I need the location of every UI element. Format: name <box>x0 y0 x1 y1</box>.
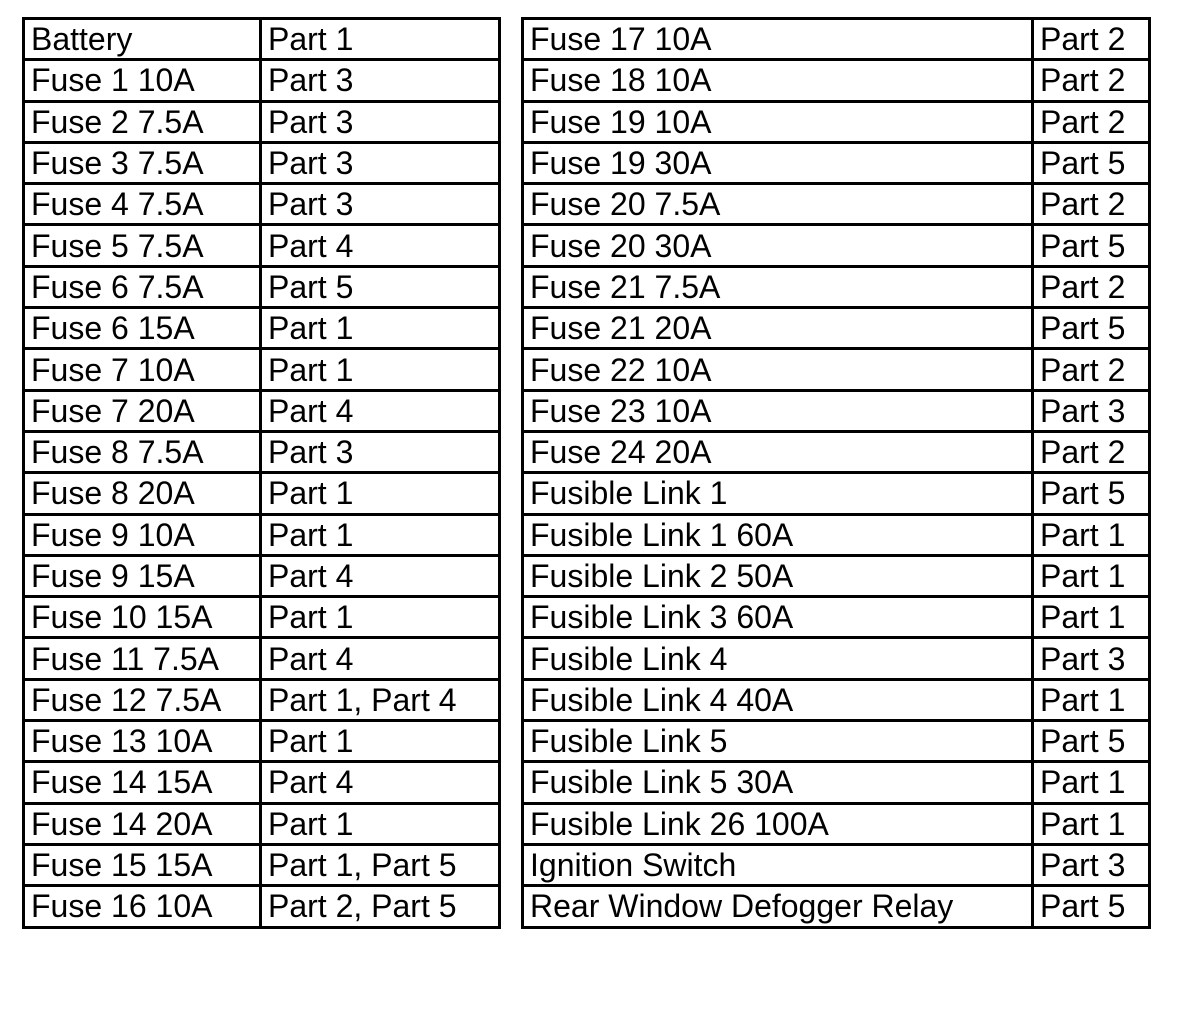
part-reference-cell: Part 3 <box>1033 844 1150 885</box>
table-row <box>523 638 1150 679</box>
left-table-body <box>24 19 500 928</box>
table-row <box>523 266 1150 307</box>
component-cell: Battery <box>24 19 261 60</box>
component-cell: Fuse 14 15A <box>24 762 261 803</box>
component-cell: Fusible Link 3 60A <box>523 597 1033 638</box>
part-reference-cell: Part 1 <box>1033 679 1150 720</box>
component-cell: Fuse 13 10A <box>24 721 261 762</box>
part-reference-cell: Part 3 <box>261 431 500 472</box>
part-reference-cell: Part 1 <box>261 473 500 514</box>
component-cell: Fuse 20 30A <box>523 225 1033 266</box>
component-cell: Fuse 9 15A <box>24 555 261 596</box>
table-row <box>523 679 1150 720</box>
table-row <box>523 225 1150 266</box>
component-cell: Fusible Link 1 <box>523 473 1033 514</box>
component-cell: Fuse 10 15A <box>24 597 261 638</box>
part-reference-cell: Part 5 <box>1033 308 1150 349</box>
table-row <box>523 473 1150 514</box>
component-cell: Fuse 7 20A <box>24 390 261 431</box>
component-cell: Fuse 8 20A <box>24 473 261 514</box>
component-cell: Fuse 4 7.5A <box>24 184 261 225</box>
part-reference-cell: Part 1 <box>1033 762 1150 803</box>
table-row <box>523 390 1150 431</box>
component-cell: Fusible Link 4 <box>523 638 1033 679</box>
part-reference-cell: Part 1 <box>261 597 500 638</box>
component-index-table-right <box>521 17 1151 929</box>
part-reference-cell: Part 2 <box>1033 101 1150 142</box>
table-row <box>523 431 1150 472</box>
component-cell: Fuse 8 7.5A <box>24 431 261 472</box>
part-reference-cell: Part 1 <box>1033 597 1150 638</box>
part-reference-cell: Part 1 <box>1033 514 1150 555</box>
table-row <box>523 844 1150 885</box>
component-cell: Fuse 1 10A <box>24 60 261 101</box>
table-row <box>24 473 500 514</box>
table-row <box>24 266 500 307</box>
part-reference-cell: Part 4 <box>261 555 500 596</box>
component-cell: Fuse 19 30A <box>523 142 1033 183</box>
table-row <box>523 19 1150 60</box>
part-reference-cell: Part 3 <box>261 184 500 225</box>
part-reference-cell: Part 1 <box>261 803 500 844</box>
component-cell: Fuse 6 7.5A <box>24 266 261 307</box>
table-row <box>523 721 1150 762</box>
table-row <box>24 638 500 679</box>
component-cell: Fuse 17 10A <box>523 19 1033 60</box>
table-row <box>24 721 500 762</box>
right-table-body <box>523 19 1150 928</box>
table-row <box>24 886 500 927</box>
component-cell: Fuse 16 10A <box>24 886 261 927</box>
table-row <box>523 184 1150 225</box>
part-reference-cell: Part 5 <box>1033 721 1150 762</box>
part-reference-cell: Part 1 <box>1033 803 1150 844</box>
component-cell: Fuse 3 7.5A <box>24 142 261 183</box>
part-reference-cell: Part 5 <box>1033 142 1150 183</box>
part-reference-cell: Part 2 <box>1033 266 1150 307</box>
table-row <box>24 60 500 101</box>
part-reference-cell: Part 1, Part 4 <box>261 679 500 720</box>
table-row <box>24 19 500 60</box>
table-row <box>523 101 1150 142</box>
part-reference-cell: Part 5 <box>1033 225 1150 266</box>
table-row <box>24 308 500 349</box>
part-reference-cell: Part 4 <box>261 638 500 679</box>
part-reference-cell: Part 1 <box>261 721 500 762</box>
part-reference-cell: Part 1 <box>1033 555 1150 596</box>
table-row <box>523 349 1150 390</box>
component-cell: Fuse 7 10A <box>24 349 261 390</box>
table-row <box>523 60 1150 101</box>
table-row <box>24 431 500 472</box>
part-reference-cell: Part 1 <box>261 19 500 60</box>
table-row <box>24 142 500 183</box>
component-cell: Fusible Link 2 50A <box>523 555 1033 596</box>
table-row <box>523 514 1150 555</box>
component-cell: Fuse 6 15A <box>24 308 261 349</box>
table-row <box>523 308 1150 349</box>
table-row <box>523 762 1150 803</box>
part-reference-cell: Part 5 <box>261 266 500 307</box>
part-reference-cell: Part 2 <box>1033 60 1150 101</box>
component-cell: Fusible Link 26 100A <box>523 803 1033 844</box>
component-cell: Fuse 18 10A <box>523 60 1033 101</box>
component-cell: Fuse 21 20A <box>523 308 1033 349</box>
table-row <box>24 803 500 844</box>
table-row <box>24 679 500 720</box>
table-row <box>523 803 1150 844</box>
part-reference-cell: Part 4 <box>261 390 500 431</box>
table-row <box>523 142 1150 183</box>
table-row <box>523 597 1150 638</box>
component-cell: Fuse 11 7.5A <box>24 638 261 679</box>
part-reference-cell: Part 2, Part 5 <box>261 886 500 927</box>
component-cell: Fuse 23 10A <box>523 390 1033 431</box>
component-index-table-left <box>22 17 501 929</box>
component-cell: Fusible Link 4 40A <box>523 679 1033 720</box>
table-row <box>24 390 500 431</box>
component-cell: Fuse 22 10A <box>523 349 1033 390</box>
component-cell: Fusible Link 5 <box>523 721 1033 762</box>
component-cell: Fuse 5 7.5A <box>24 225 261 266</box>
component-cell: Rear Window Defogger Relay <box>523 886 1033 927</box>
part-reference-cell: Part 1 <box>261 349 500 390</box>
component-cell: Fusible Link 1 60A <box>523 514 1033 555</box>
table-row <box>24 184 500 225</box>
component-cell: Fuse 19 10A <box>523 101 1033 142</box>
table-row <box>24 514 500 555</box>
table-row <box>24 225 500 266</box>
part-reference-cell: Part 2 <box>1033 349 1150 390</box>
part-reference-cell: Part 1, Part 5 <box>261 844 500 885</box>
part-reference-cell: Part 2 <box>1033 19 1150 60</box>
table-row <box>523 886 1150 927</box>
part-reference-cell: Part 4 <box>261 762 500 803</box>
part-reference-cell: Part 2 <box>1033 431 1150 472</box>
part-reference-cell: Part 3 <box>1033 638 1150 679</box>
part-reference-cell: Part 3 <box>261 142 500 183</box>
component-cell: Fuse 12 7.5A <box>24 679 261 720</box>
component-cell: Fuse 24 20A <box>523 431 1033 472</box>
part-reference-cell: Part 1 <box>261 514 500 555</box>
component-cell: Ignition Switch <box>523 844 1033 885</box>
part-reference-cell: Part 3 <box>261 101 500 142</box>
part-reference-cell: Part 5 <box>1033 886 1150 927</box>
table-row <box>24 844 500 885</box>
component-cell: Fuse 2 7.5A <box>24 101 261 142</box>
component-cell: Fuse 14 20A <box>24 803 261 844</box>
table-row <box>24 349 500 390</box>
component-cell: Fuse 15 15A <box>24 844 261 885</box>
component-cell: Fusible Link 5 30A <box>523 762 1033 803</box>
part-reference-cell: Part 3 <box>1033 390 1150 431</box>
table-row <box>523 555 1150 596</box>
table-row <box>24 555 500 596</box>
part-reference-cell: Part 5 <box>1033 473 1150 514</box>
part-reference-cell: Part 4 <box>261 225 500 266</box>
table-row <box>24 762 500 803</box>
component-cell: Fuse 20 7.5A <box>523 184 1033 225</box>
part-reference-cell: Part 3 <box>261 60 500 101</box>
table-row <box>24 597 500 638</box>
part-reference-cell: Part 2 <box>1033 184 1150 225</box>
component-cell: Fuse 9 10A <box>24 514 261 555</box>
part-reference-cell: Part 1 <box>261 308 500 349</box>
component-cell: Fuse 21 7.5A <box>523 266 1033 307</box>
table-row <box>24 101 500 142</box>
